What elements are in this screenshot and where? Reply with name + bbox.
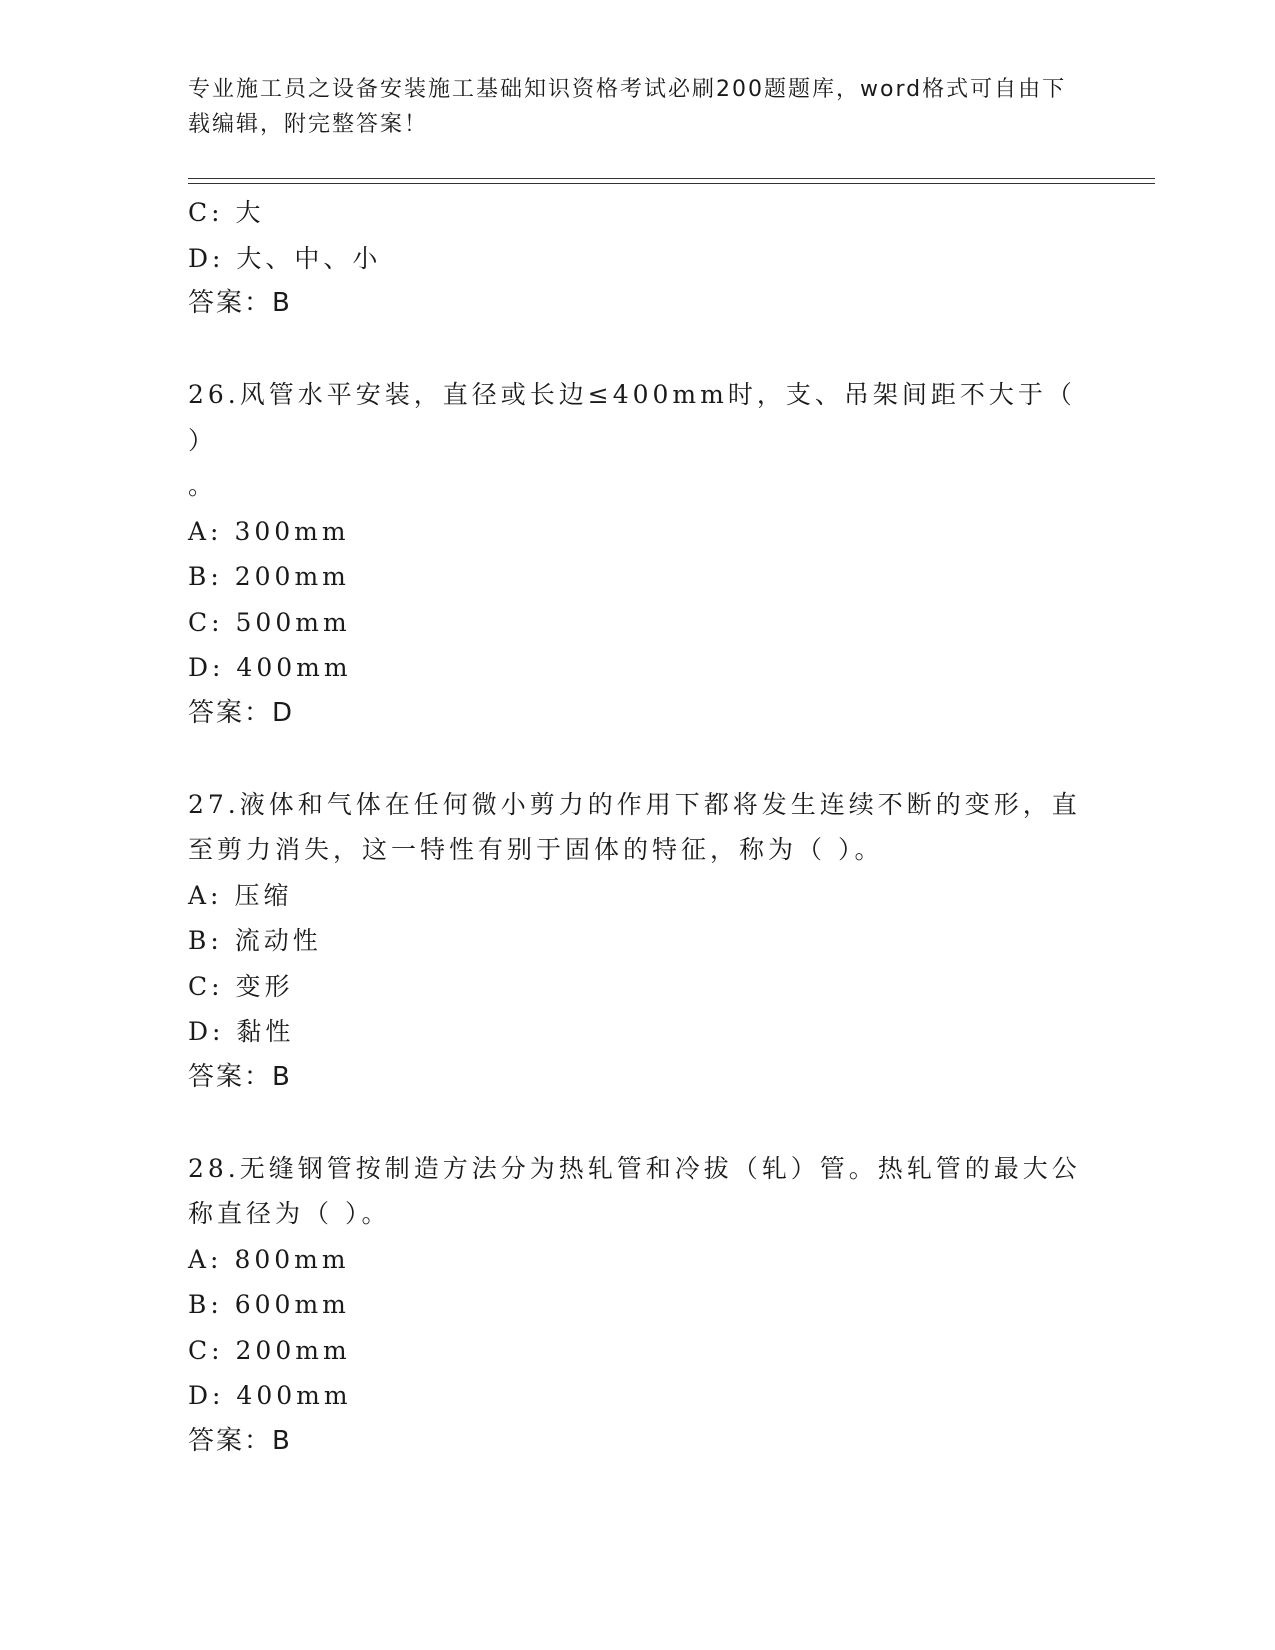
answer-line: 答案：B (188, 1425, 292, 1456)
option-line (188, 1237, 1088, 1283)
question-stem (188, 782, 1088, 873)
option-line (188, 509, 1088, 555)
option-line (188, 873, 1088, 919)
option-label: A: (188, 1244, 223, 1274)
option-line (188, 554, 1088, 600)
option-text: 400mm (236, 653, 352, 682)
question-block-27 (188, 782, 1088, 1101)
option-label: B: (188, 1290, 223, 1319)
option-line (188, 1282, 1088, 1328)
option-text: 200mm (234, 562, 350, 591)
question-stem-line: 26.风管水平安装，直径或长边≤400mm时，支、吊架间距不大于（ ） (188, 380, 1076, 455)
option-line (188, 645, 1088, 691)
spacer (188, 327, 1088, 373)
option-line (188, 964, 1088, 1010)
option-line (188, 600, 1088, 646)
option-text: 600mm (234, 1290, 350, 1319)
question-stem (188, 372, 1088, 509)
option-text: 黏性 (236, 1017, 295, 1046)
option-label: D: (188, 1381, 225, 1410)
option-text: 大、中、小 (236, 243, 382, 273)
answer-line: 答案：B (188, 1061, 292, 1092)
option-label: A: (188, 880, 223, 910)
option-line (188, 1328, 1088, 1374)
option-label: C: (188, 1335, 224, 1365)
option-label: D: (188, 243, 225, 273)
option-label: C: (188, 198, 224, 227)
question-stem-line: 。 (188, 471, 218, 500)
question-stem (188, 1146, 1088, 1237)
option-text: 压缩 (234, 880, 293, 910)
option-text: 500mm (235, 607, 351, 637)
question-content (188, 190, 1088, 1464)
question-block-26 (188, 372, 1088, 736)
option-line (188, 1373, 1088, 1419)
option-label: A: (188, 516, 223, 546)
header-rule-top (188, 178, 1155, 179)
option-label: C: (188, 971, 224, 1001)
option-line (188, 190, 1088, 236)
answer-line: 答案：B (188, 288, 292, 318)
header-rule-bottom (188, 183, 1155, 184)
option-label: B: (188, 562, 223, 591)
option-text: 大 (235, 198, 265, 227)
question-block-28 (188, 1146, 1088, 1465)
option-text: 200mm (235, 1335, 351, 1365)
option-label: D: (188, 1017, 225, 1046)
option-label: D: (188, 653, 225, 682)
option-line (188, 236, 1088, 282)
option-text: 流动性 (234, 926, 322, 955)
question-stem-line: 称直径为（ ）。 (188, 1199, 391, 1228)
option-text: 400mm (236, 1381, 352, 1410)
document-header: 专业施工员之设备安装施工基础知识资格考试必刷200题题库，word格式可自由下载编辑，附完整答案！ (188, 77, 1067, 137)
option-label: B: (188, 926, 223, 955)
question-stem-line: 27.液体和气体在任何微小剪力的作用下都将发生连续不断的变形，直 (188, 789, 1081, 819)
option-text: 变形 (235, 971, 294, 1001)
spacer (188, 736, 1088, 782)
prev-question-tail (188, 190, 1088, 327)
question-stem-line: 28.无缝钢管按制造方法分为热轧管和冷拔（轧）管。热轧管的最大公 (188, 1153, 1081, 1183)
option-line (188, 1009, 1088, 1055)
option-text: 300mm (234, 516, 350, 546)
option-text: 800mm (234, 1244, 350, 1274)
question-stem-line: 至剪力消失，这一特性有别于固体的特征，称为（ ）。 (188, 835, 884, 864)
option-line (188, 918, 1088, 964)
spacer (188, 1100, 1088, 1146)
option-label: C: (188, 607, 224, 637)
answer-line: 答案：D (188, 697, 295, 728)
